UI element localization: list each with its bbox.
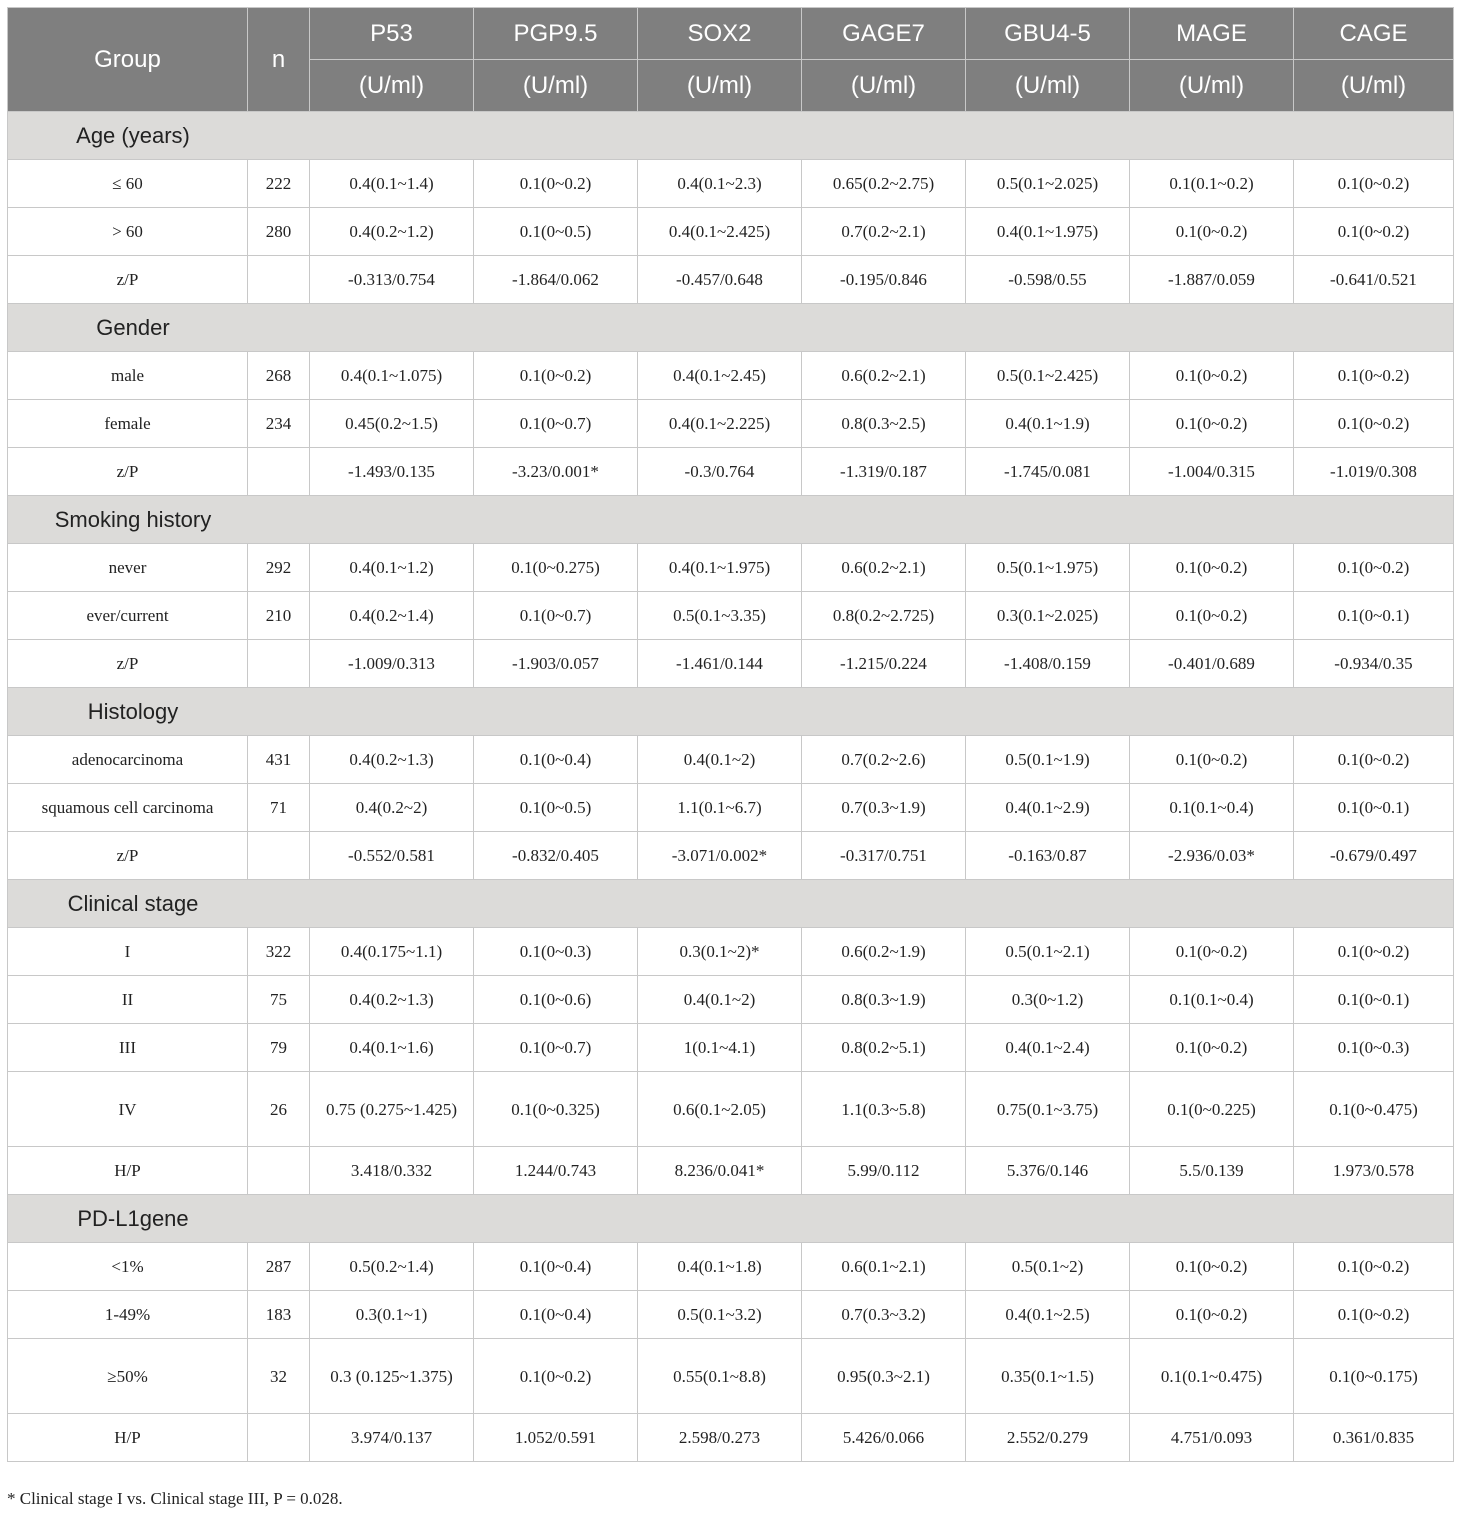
value-cell: 0.1(0~0.4) bbox=[474, 1291, 638, 1339]
value-cell: -3.23/0.001* bbox=[474, 448, 638, 496]
value-cell: 0.1(0~0.2) bbox=[1294, 400, 1454, 448]
value-cell: 0.1(0~0.2) bbox=[1130, 1291, 1294, 1339]
row-label: II bbox=[8, 976, 248, 1024]
value-cell: -0.832/0.405 bbox=[474, 832, 638, 880]
row-label: I bbox=[8, 928, 248, 976]
value-cell: -1.864/0.062 bbox=[474, 256, 638, 304]
row-label: ≤ 60 bbox=[8, 160, 248, 208]
row-label: z/P bbox=[8, 448, 248, 496]
section-cell bbox=[8, 496, 1454, 544]
value-cell: 1.973/0.578 bbox=[1294, 1147, 1454, 1195]
value-cell: 0.4(0.2~1.4) bbox=[310, 592, 474, 640]
row-n: 75 bbox=[248, 976, 310, 1024]
section-cell bbox=[8, 1195, 1454, 1243]
row-label: adenocarcinoma bbox=[8, 736, 248, 784]
value-cell: 0.7(0.3~3.2) bbox=[802, 1291, 966, 1339]
value-cell: 0.1(0~0.2) bbox=[1294, 208, 1454, 256]
header-unit: (U/ml) bbox=[310, 60, 474, 112]
section-title: Clinical stage bbox=[67, 891, 199, 916]
row-label: ever/current bbox=[8, 592, 248, 640]
value-cell: 0.7(0.2~2.6) bbox=[802, 736, 966, 784]
value-cell: -0.317/0.751 bbox=[802, 832, 966, 880]
value-cell: 0.1(0~0.5) bbox=[474, 208, 638, 256]
row-label: never bbox=[8, 544, 248, 592]
value-cell: 0.4(0.1~1.975) bbox=[966, 208, 1130, 256]
section-cell bbox=[8, 880, 1454, 928]
value-cell: 0.35(0.1~1.5) bbox=[966, 1339, 1130, 1414]
row-label: 1-49% bbox=[8, 1291, 248, 1339]
value-cell: 0.8(0.2~2.725) bbox=[802, 592, 966, 640]
value-cell: 0.1(0~0.2) bbox=[1294, 544, 1454, 592]
row-n: 210 bbox=[248, 592, 310, 640]
value-cell: 0.4(0.2~2) bbox=[310, 784, 474, 832]
value-cell: 0.1(0~0.3) bbox=[1294, 1024, 1454, 1072]
value-cell: 0.4(0.175~1.1) bbox=[310, 928, 474, 976]
value-cell: 0.7(0.3~1.9) bbox=[802, 784, 966, 832]
value-cell: 0.1(0.1~0.475) bbox=[1130, 1339, 1294, 1414]
value-cell: 0.1(0~0.2) bbox=[1294, 928, 1454, 976]
row-n bbox=[248, 640, 310, 688]
value-cell: 0.6(0.2~2.1) bbox=[802, 352, 966, 400]
row-n: 79 bbox=[248, 1024, 310, 1072]
value-cell: 0.5(0.1~1.9) bbox=[966, 736, 1130, 784]
value-cell: -1.887/0.059 bbox=[1130, 256, 1294, 304]
table-row bbox=[8, 640, 1454, 688]
value-cell: 0.4(0.1~2.3) bbox=[638, 160, 802, 208]
value-cell: 0.1(0~0.2) bbox=[1130, 928, 1294, 976]
table-row bbox=[8, 1072, 1454, 1147]
section-cell bbox=[8, 304, 1454, 352]
table-row bbox=[8, 160, 1454, 208]
row-label: > 60 bbox=[8, 208, 248, 256]
value-cell: 0.4(0.1~2.45) bbox=[638, 352, 802, 400]
header-n: n bbox=[248, 8, 310, 112]
value-cell: 0.1(0~0.2) bbox=[1130, 208, 1294, 256]
value-cell: 0.8(0.3~2.5) bbox=[802, 400, 966, 448]
header-cage: CAGE bbox=[1294, 8, 1454, 60]
row-n: 234 bbox=[248, 400, 310, 448]
value-cell: 0.3 (0.125~1.375) bbox=[310, 1339, 474, 1414]
value-cell: -0.163/0.87 bbox=[966, 832, 1130, 880]
row-n bbox=[248, 256, 310, 304]
row-n: 26 bbox=[248, 1072, 310, 1147]
value-cell: 2.552/0.279 bbox=[966, 1414, 1130, 1462]
header-unit: (U/ml) bbox=[638, 60, 802, 112]
value-cell: 0.55(0.1~8.8) bbox=[638, 1339, 802, 1414]
value-cell: 0.3(0.1~2)* bbox=[638, 928, 802, 976]
value-cell: 1(0.1~4.1) bbox=[638, 1024, 802, 1072]
value-cell: 0.4(0.2~1.3) bbox=[310, 736, 474, 784]
table-row bbox=[8, 448, 1454, 496]
table-row bbox=[8, 1147, 1454, 1195]
value-cell: 0.6(0.1~2.05) bbox=[638, 1072, 802, 1147]
value-cell: 0.6(0.1~2.1) bbox=[802, 1243, 966, 1291]
row-n: 292 bbox=[248, 544, 310, 592]
row-n: 280 bbox=[248, 208, 310, 256]
header-unit: (U/ml) bbox=[474, 60, 638, 112]
row-label: z/P bbox=[8, 640, 248, 688]
value-cell: 0.4(0.1~2.225) bbox=[638, 400, 802, 448]
value-cell: 0.1(0~0.2) bbox=[1130, 1024, 1294, 1072]
value-cell: 0.1(0~0.475) bbox=[1294, 1072, 1454, 1147]
header-unit: (U/ml) bbox=[966, 60, 1130, 112]
value-cell: 0.4(0.1~2.5) bbox=[966, 1291, 1130, 1339]
value-cell: 0.95(0.3~2.1) bbox=[802, 1339, 966, 1414]
table-row bbox=[8, 208, 1454, 256]
table-row bbox=[8, 1024, 1454, 1072]
value-cell: 1.052/0.591 bbox=[474, 1414, 638, 1462]
value-cell: -0.552/0.581 bbox=[310, 832, 474, 880]
value-cell: 1.1(0.1~6.7) bbox=[638, 784, 802, 832]
value-cell: -1.019/0.308 bbox=[1294, 448, 1454, 496]
row-label: H/P bbox=[8, 1414, 248, 1462]
value-cell: 0.4(0.1~2.9) bbox=[966, 784, 1130, 832]
value-cell: 0.5(0.1~2.425) bbox=[966, 352, 1130, 400]
section-title: Smoking history bbox=[54, 507, 212, 532]
value-cell: 0.6(0.2~2.1) bbox=[802, 544, 966, 592]
row-label: z/P bbox=[8, 832, 248, 880]
table-row bbox=[8, 832, 1454, 880]
value-cell: 0.4(0.1~2.4) bbox=[966, 1024, 1130, 1072]
row-n: 32 bbox=[248, 1339, 310, 1414]
row-label: z/P bbox=[8, 256, 248, 304]
value-cell: 0.7(0.2~2.1) bbox=[802, 208, 966, 256]
row-n: 71 bbox=[248, 784, 310, 832]
value-cell: 0.1(0~0.2) bbox=[474, 352, 638, 400]
value-cell: 0.1(0~0.7) bbox=[474, 592, 638, 640]
value-cell: -2.936/0.03* bbox=[1130, 832, 1294, 880]
value-cell: 0.1(0.1~0.2) bbox=[1130, 160, 1294, 208]
value-cell: -1.319/0.187 bbox=[802, 448, 966, 496]
value-cell: 0.1(0~0.7) bbox=[474, 1024, 638, 1072]
value-cell: -1.408/0.159 bbox=[966, 640, 1130, 688]
value-cell: 0.5(0.1~2) bbox=[966, 1243, 1130, 1291]
table-row bbox=[8, 592, 1454, 640]
value-cell: 0.3(0~1.2) bbox=[966, 976, 1130, 1024]
value-cell: 0.1(0~0.2) bbox=[1294, 352, 1454, 400]
value-cell: -1.493/0.135 bbox=[310, 448, 474, 496]
value-cell: 0.6(0.2~1.9) bbox=[802, 928, 966, 976]
header-p53: P53 bbox=[310, 8, 474, 60]
value-cell: 3.974/0.137 bbox=[310, 1414, 474, 1462]
section-title: Age (years) bbox=[76, 123, 190, 148]
value-cell: 0.1(0.1~0.4) bbox=[1130, 976, 1294, 1024]
value-cell: 0.4(0.1~1.9) bbox=[966, 400, 1130, 448]
table-row bbox=[8, 1243, 1454, 1291]
value-cell: -0.3/0.764 bbox=[638, 448, 802, 496]
value-cell: 8.236/0.041* bbox=[638, 1147, 802, 1195]
value-cell: 5.5/0.139 bbox=[1130, 1147, 1294, 1195]
section-row bbox=[8, 1195, 1454, 1243]
value-cell: 0.4(0.1~1.4) bbox=[310, 160, 474, 208]
value-cell: -3.071/0.002* bbox=[638, 832, 802, 880]
value-cell: 0.4(0.1~1.8) bbox=[638, 1243, 802, 1291]
table-row bbox=[8, 256, 1454, 304]
value-cell: 2.598/0.273 bbox=[638, 1414, 802, 1462]
value-cell: 0.8(0.2~5.1) bbox=[802, 1024, 966, 1072]
value-cell: -0.598/0.55 bbox=[966, 256, 1130, 304]
table-row bbox=[8, 1339, 1454, 1414]
row-label: IV bbox=[8, 1072, 248, 1147]
row-n bbox=[248, 832, 310, 880]
value-cell: 0.1(0~0.175) bbox=[1294, 1339, 1454, 1414]
row-n: 183 bbox=[248, 1291, 310, 1339]
header-sox2: SOX2 bbox=[638, 8, 802, 60]
header-pgp95: PGP9.5 bbox=[474, 8, 638, 60]
value-cell: -0.679/0.497 bbox=[1294, 832, 1454, 880]
value-cell: 0.1(0~0.325) bbox=[474, 1072, 638, 1147]
value-cell: 0.1(0~0.2) bbox=[1294, 736, 1454, 784]
value-cell: 0.65(0.2~2.75) bbox=[802, 160, 966, 208]
value-cell: 0.5(0.1~2.1) bbox=[966, 928, 1130, 976]
section-cell bbox=[8, 112, 1454, 160]
row-n: 431 bbox=[248, 736, 310, 784]
value-cell: 0.1(0~0.1) bbox=[1294, 976, 1454, 1024]
value-cell: 0.1(0~0.2) bbox=[1130, 592, 1294, 640]
table-row bbox=[8, 352, 1454, 400]
value-cell: 0.1(0~0.6) bbox=[474, 976, 638, 1024]
table-row bbox=[8, 544, 1454, 592]
value-cell: 5.376/0.146 bbox=[966, 1147, 1130, 1195]
value-cell: 0.8(0.3~1.9) bbox=[802, 976, 966, 1024]
section-title: Gender bbox=[96, 315, 170, 340]
section-title: Histology bbox=[87, 699, 179, 724]
value-cell: -0.641/0.521 bbox=[1294, 256, 1454, 304]
value-cell: 0.1(0~0.2) bbox=[1294, 1243, 1454, 1291]
value-cell: 0.1(0~0.275) bbox=[474, 544, 638, 592]
value-cell: 1.244/0.743 bbox=[474, 1147, 638, 1195]
row-label: <1% bbox=[8, 1243, 248, 1291]
row-label: ≥50% bbox=[8, 1339, 248, 1414]
value-cell: 0.4(0.1~1.6) bbox=[310, 1024, 474, 1072]
header-unit: (U/ml) bbox=[802, 60, 966, 112]
value-cell: 0.1(0~0.225) bbox=[1130, 1072, 1294, 1147]
value-cell: 0.5(0.1~1.975) bbox=[966, 544, 1130, 592]
value-cell: 0.1(0~0.1) bbox=[1294, 784, 1454, 832]
value-cell: 0.3(0.1~2.025) bbox=[966, 592, 1130, 640]
value-cell: 0.4(0.2~1.3) bbox=[310, 976, 474, 1024]
value-cell: -0.934/0.35 bbox=[1294, 640, 1454, 688]
value-cell: 0.5(0.1~3.35) bbox=[638, 592, 802, 640]
row-label: III bbox=[8, 1024, 248, 1072]
section-title: PD-L1gene bbox=[77, 1206, 189, 1231]
section-row bbox=[8, 880, 1454, 928]
header-gage7: GAGE7 bbox=[802, 8, 966, 60]
value-cell: 0.1(0~0.3) bbox=[474, 928, 638, 976]
section-row bbox=[8, 304, 1454, 352]
section-row bbox=[8, 496, 1454, 544]
value-cell: 0.1(0~0.4) bbox=[474, 736, 638, 784]
value-cell: 0.1(0~0.2) bbox=[1294, 160, 1454, 208]
row-n bbox=[248, 1414, 310, 1462]
table-row bbox=[8, 928, 1454, 976]
value-cell: 0.1(0~0.2) bbox=[474, 1339, 638, 1414]
value-cell: 0.1(0~0.4) bbox=[474, 1243, 638, 1291]
table-row bbox=[8, 976, 1454, 1024]
row-label: female bbox=[8, 400, 248, 448]
section-cell bbox=[8, 688, 1454, 736]
value-cell: -0.313/0.754 bbox=[310, 256, 474, 304]
value-cell: 0.3(0.1~1) bbox=[310, 1291, 474, 1339]
value-cell: 1.1(0.3~5.8) bbox=[802, 1072, 966, 1147]
value-cell: 0.1(0.1~0.4) bbox=[1130, 784, 1294, 832]
row-n bbox=[248, 448, 310, 496]
value-cell: -0.457/0.648 bbox=[638, 256, 802, 304]
row-label: H/P bbox=[8, 1147, 248, 1195]
value-cell: -0.401/0.689 bbox=[1130, 640, 1294, 688]
value-cell: 4.751/0.093 bbox=[1130, 1414, 1294, 1462]
value-cell: -1.461/0.144 bbox=[638, 640, 802, 688]
header-group: Group bbox=[8, 8, 248, 112]
value-cell: -1.004/0.315 bbox=[1130, 448, 1294, 496]
value-cell: -1.215/0.224 bbox=[802, 640, 966, 688]
value-cell: 0.1(0~0.7) bbox=[474, 400, 638, 448]
value-cell: 0.4(0.1~2) bbox=[638, 976, 802, 1024]
value-cell: 0.1(0~0.2) bbox=[1130, 736, 1294, 784]
section-row bbox=[8, 688, 1454, 736]
section-row bbox=[8, 112, 1454, 160]
row-n: 268 bbox=[248, 352, 310, 400]
value-cell: -0.195/0.846 bbox=[802, 256, 966, 304]
table-body bbox=[8, 112, 1454, 1462]
value-cell: 0.4(0.1~1.975) bbox=[638, 544, 802, 592]
table-row bbox=[8, 1414, 1454, 1462]
row-n: 322 bbox=[248, 928, 310, 976]
table-row bbox=[8, 1291, 1454, 1339]
table-row bbox=[8, 400, 1454, 448]
value-cell: 0.1(0~0.1) bbox=[1294, 592, 1454, 640]
value-cell: 0.1(0~0.2) bbox=[1130, 400, 1294, 448]
value-cell: 5.99/0.112 bbox=[802, 1147, 966, 1195]
row-label: male bbox=[8, 352, 248, 400]
header-gbu45: GBU4-5 bbox=[966, 8, 1130, 60]
biomarker-table bbox=[7, 7, 1454, 1462]
row-label: squamous cell carcinoma bbox=[8, 784, 248, 832]
value-cell: 0.75 (0.275~1.425) bbox=[310, 1072, 474, 1147]
value-cell: 0.1(0~0.2) bbox=[1130, 352, 1294, 400]
value-cell: 0.4(0.1~1.075) bbox=[310, 352, 474, 400]
value-cell: 0.1(0~0.5) bbox=[474, 784, 638, 832]
value-cell: -1.745/0.081 bbox=[966, 448, 1130, 496]
value-cell: 0.5(0.1~2.025) bbox=[966, 160, 1130, 208]
value-cell: 0.1(0~0.2) bbox=[1294, 1291, 1454, 1339]
row-n bbox=[248, 1147, 310, 1195]
header-mage: MAGE bbox=[1130, 8, 1294, 60]
footnote: * Clinical stage I vs. Clinical stage III, P = 0.028. bbox=[7, 1489, 343, 1508]
value-cell: 0.75(0.1~3.75) bbox=[966, 1072, 1130, 1147]
row-n: 222 bbox=[248, 160, 310, 208]
value-cell: 0.4(0.2~1.2) bbox=[310, 208, 474, 256]
table-header bbox=[8, 8, 1454, 112]
header-unit: (U/ml) bbox=[1130, 60, 1294, 112]
value-cell: 0.1(0~0.2) bbox=[1130, 1243, 1294, 1291]
value-cell: 5.426/0.066 bbox=[802, 1414, 966, 1462]
value-cell: -1.903/0.057 bbox=[474, 640, 638, 688]
value-cell: 0.5(0.2~1.4) bbox=[310, 1243, 474, 1291]
value-cell: 0.4(0.1~2.425) bbox=[638, 208, 802, 256]
value-cell: 0.45(0.2~1.5) bbox=[310, 400, 474, 448]
value-cell: 0.1(0~0.2) bbox=[474, 160, 638, 208]
value-cell: 0.361/0.835 bbox=[1294, 1414, 1454, 1462]
value-cell: -1.009/0.313 bbox=[310, 640, 474, 688]
value-cell: 0.5(0.1~3.2) bbox=[638, 1291, 802, 1339]
table-row bbox=[8, 784, 1454, 832]
value-cell: 3.418/0.332 bbox=[310, 1147, 474, 1195]
value-cell: 0.4(0.1~1.2) bbox=[310, 544, 474, 592]
value-cell: 0.1(0~0.2) bbox=[1130, 544, 1294, 592]
value-cell: 0.4(0.1~2) bbox=[638, 736, 802, 784]
table-row bbox=[8, 736, 1454, 784]
row-n: 287 bbox=[248, 1243, 310, 1291]
header-unit: (U/ml) bbox=[1294, 60, 1454, 112]
